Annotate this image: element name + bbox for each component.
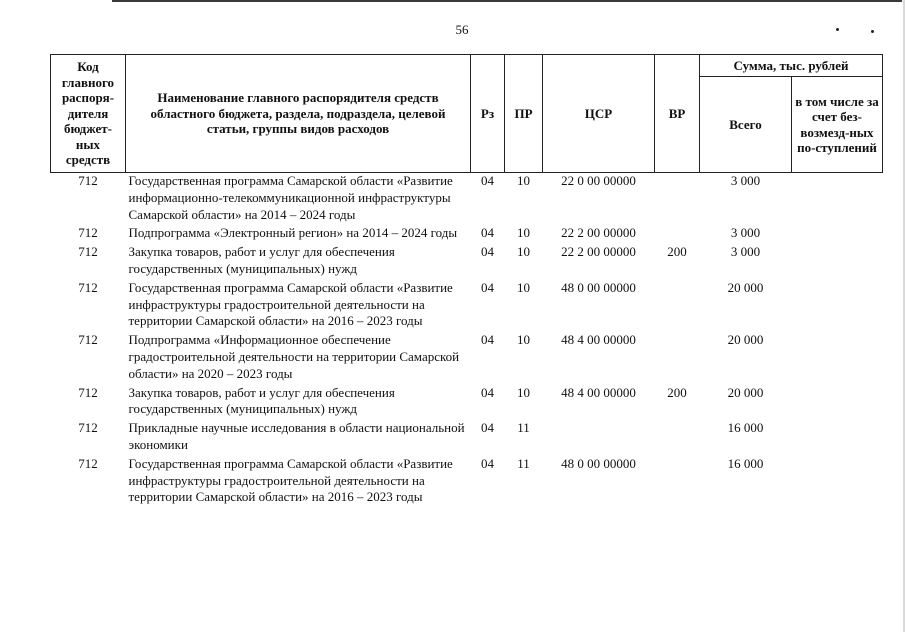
scan-speck [871,30,874,33]
cell-rz: 04 [481,225,494,241]
table-row [51,225,883,244]
cell-vr: 200 [667,244,687,260]
cell-code: 712 [78,225,98,241]
cell-name: Прикладные научные исследования в области национальной экономики [128,420,465,452]
table-row [51,456,883,508]
cell-gratis [792,456,883,508]
cell-total: 3 000 [730,244,761,260]
cell-pr: 11 [517,420,530,436]
cell-name: Государственная программа Самарской области «Развитие информационно-телекоммуникационной инфраструктуры Самарской области» на 2014 – 2024 годы [128,173,453,222]
cell-gratis [792,280,883,332]
cell-code: 712 [78,244,98,260]
cell-vr [655,280,700,332]
table-row [51,173,883,226]
scan-speck [836,28,839,31]
cell-total: 20 000 [727,384,764,400]
header-sum-group: Сумма, тыс. рублей [700,55,883,77]
header-gratis: в том числе за счет без-возмезд-ных по-ступлений [792,77,883,173]
cell-vr [655,420,700,456]
cell-code: 712 [78,384,98,400]
cell-rz: 04 [481,244,494,260]
header-rz: Рз [471,55,505,173]
cell-total: 16 000 [727,455,764,471]
cell-rz: 04 [481,420,494,436]
cell-csr: 48 0 00 00000 [561,455,636,471]
cell-code: 712 [78,279,98,295]
cell-code: 712 [78,420,98,436]
header-csr: ЦСР [543,55,655,173]
cell-vr [655,456,700,508]
page-number: 56 [455,22,469,37]
cell-csr [543,420,655,456]
cell-total: 3 000 [730,225,761,241]
cell-vr [655,173,700,226]
cell-gratis [792,225,883,244]
cell-rz: 04 [481,332,494,348]
cell-pr: 10 [517,279,530,295]
table-body [51,173,883,509]
cell-total: 16 000 [727,420,764,436]
cell-gratis [792,173,883,226]
cell-csr: 48 4 00 00000 [561,384,636,400]
cell-pr: 10 [517,384,530,400]
cell-pr: 10 [517,173,530,188]
cell-total: 20 000 [727,279,764,295]
cell-code: 712 [78,173,98,188]
cell-gratis [792,420,883,456]
cell-pr: 11 [517,455,530,471]
table-header [51,55,883,173]
cell-code: 712 [78,332,98,348]
cell-csr: 48 0 00 00000 [561,279,636,295]
cell-rz: 04 [481,384,494,400]
cell-vr: 200 [667,384,687,400]
table-row [51,244,883,280]
cell-vr [655,225,700,244]
cell-pr: 10 [517,332,530,348]
cell-name: Государственная программа Самарской области «Развитие инфраструктуры градостроительной деятельности на территории Самарской области» на 2016 – 2023 годы [128,455,453,505]
cell-code: 712 [78,455,98,471]
cell-name: Подпрограмма «Информационное обеспечение градостроительной деятельности на территории Самарской области» на 2020 – 2023 годы [128,332,460,381]
header-vr: ВР [655,55,700,173]
cell-gratis [792,332,883,384]
header-total: Всего [700,77,792,173]
cell-rz: 04 [481,279,494,295]
top-rule [112,0,902,2]
table-row [51,420,883,456]
header-name: Наименование главного распорядителя средств областного бюджета, раздела, подраздела, целевой статьи, группы видов расходов [126,55,471,173]
cell-name: Государственная программа Самарской области «Развитие инфраструктуры градостроительной деятельности на территории Самарской области» на 2016 – 2023 годы [128,279,453,329]
header-code: Код главного распоря-дителя бюджет-ных средств [51,55,126,173]
cell-csr: 48 4 00 00000 [561,332,636,348]
cell-gratis [792,244,883,280]
cell-gratis [792,385,883,421]
cell-name: Закупка товаров, работ и услуг для обеспечения государственных (муниципальных) нужд [128,384,395,417]
cell-total: 3 000 [730,173,761,188]
cell-name: Закупка товаров, работ и услуг для обеспечения государственных (муниципальных) нужд [128,244,395,276]
cell-name: Подпрограмма «Электронный регион» на 2014 – 2024 годы [128,225,458,241]
cell-rz: 04 [481,173,494,188]
cell-pr: 10 [517,225,530,241]
table-row [51,332,883,384]
cell-total: 20 000 [727,332,764,348]
cell-csr: 22 0 00 00000 [561,173,636,188]
cell-pr: 10 [517,244,530,260]
cell-csr: 22 2 00 00000 [561,244,636,260]
cell-rz: 04 [481,455,494,471]
budget-table [50,54,883,508]
cell-csr: 22 2 00 00000 [561,225,636,241]
table-row [51,280,883,332]
cell-vr [655,332,700,384]
header-pr: ПР [505,55,543,173]
table-row [51,385,883,421]
